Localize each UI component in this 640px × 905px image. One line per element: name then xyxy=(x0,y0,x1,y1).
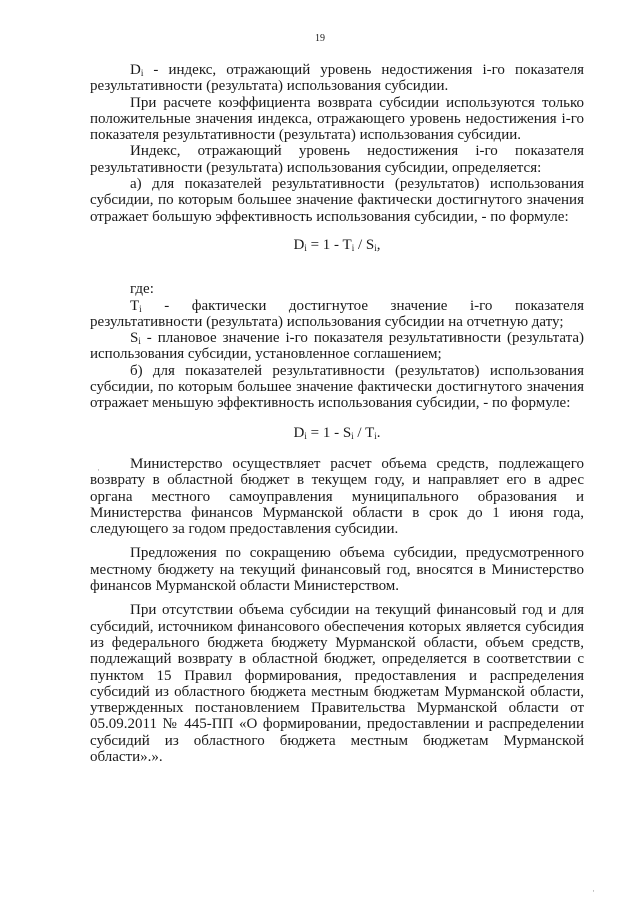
formula-b-sub-3: i xyxy=(374,430,377,441)
formula-b-sub-2: i xyxy=(351,430,354,441)
var-d: D xyxy=(130,62,141,78)
definition-s xyxy=(90,330,584,363)
formula-b-eq: = 1 - S xyxy=(306,424,352,441)
paragraph-case-b: б) для показателей результативности (результатов) использования субсидии, по которым большее значение фактически достигнутого значения отражает меньшую эффективность использования субсидии, - по формуле: xyxy=(90,362,584,412)
var-d-subscript: i xyxy=(140,68,144,78)
paragraph-positive-values: При расчете коэффициента возврата субсидии используются только положительные значения индекса, отражающего уровень недостижения i-го показателя результативности (результата) использования субсидии. xyxy=(90,94,584,144)
definition-s-text: - плановое значение i-го показателя результативности (результата) использования субсидии, установленное соглашением; xyxy=(90,330,584,363)
formula-a-sub-2: i xyxy=(351,242,355,253)
paragraph-text: - индекс, отражающий уровень недостижения i-го показателя результативности (результата) использования субсидии. xyxy=(90,62,584,95)
page-number: 19 xyxy=(315,33,325,44)
formula-a-op: / S xyxy=(354,236,375,253)
definition-t xyxy=(90,298,584,331)
scan-speck: · xyxy=(97,465,100,475)
paragraph-index-definition xyxy=(90,62,584,95)
paragraph-index-determined: Индекс, отражающий уровень недостижения i-го показателя результативности (результата) использования субсидии, определяется: xyxy=(90,143,584,176)
var-s-subscript: i xyxy=(138,336,141,347)
formula-b-sub-1: i xyxy=(304,430,307,441)
scan-speck: · xyxy=(592,886,595,896)
where-label: где: xyxy=(130,281,154,298)
formula-b xyxy=(90,425,584,441)
paragraph-ministry-calculation: Министерство осуществляет расчет объема средств, подлежащего возврату в областной бюджет в текущем году, и направляет его в адрес органа местного самоуправления муниципального образования и Министерства финансов Мурманской области в срок до 1 июня года, следующего за годом предоставления субсидии. xyxy=(90,455,584,538)
definition-t-text: - фактически достигнутое значение i-го показателя результативности (результата) использования субсидии на отчетную дату; xyxy=(90,297,584,330)
formula-b-d: D xyxy=(293,424,305,441)
formula-b-end: . xyxy=(376,424,381,441)
var-s: S xyxy=(130,330,139,347)
formula-a-eq: = 1 - T xyxy=(306,236,352,253)
paragraph-reduction-proposals: Предложения по сокращению объема субсидии, предусмотренного местному бюджету на текущий финансовый год, вносятся в Министерство финансов Мурманской области Министерством. xyxy=(90,545,584,595)
formula-a-sub-3: i xyxy=(374,242,377,253)
paragraph-case-a: а) для показателей результативности (результатов) использования субсидии, по которым большее значение фактически достигнутого значения отражает большую эффективность использования субсидии, - по формуле: xyxy=(90,176,584,225)
var-t: T xyxy=(130,297,140,314)
formula-b-op: / T xyxy=(353,424,375,441)
document-body xyxy=(90,62,584,765)
var-t-subscript: i xyxy=(139,303,142,314)
formula-a xyxy=(90,237,584,253)
paragraph-no-subsidy-volume: При отсутствии объема субсидии на текущий финансовый год и для субсидий, источником финансового обеспечения которых является субсидия из федерального бюджета бюджету Мурманской области, объем средств, подлежащий возврату в областной бюджет, определяется в соответствии с пунктом 15 Правил формирования, предоставления и распределения субсидий из областного бюджета местным бюджетам Мурманской области, утвержденных постановлением Правительства Мурманской области от 05.09.2011 № 445-ПП «О формировании, предоставлении и распределении субсидий из областного бюджета местным бюджетам Мурманской области».». xyxy=(90,602,584,765)
formula-a-d: D xyxy=(293,236,305,253)
formula-a-sub-1: i xyxy=(304,242,307,253)
formula-a-end: , xyxy=(376,236,381,253)
